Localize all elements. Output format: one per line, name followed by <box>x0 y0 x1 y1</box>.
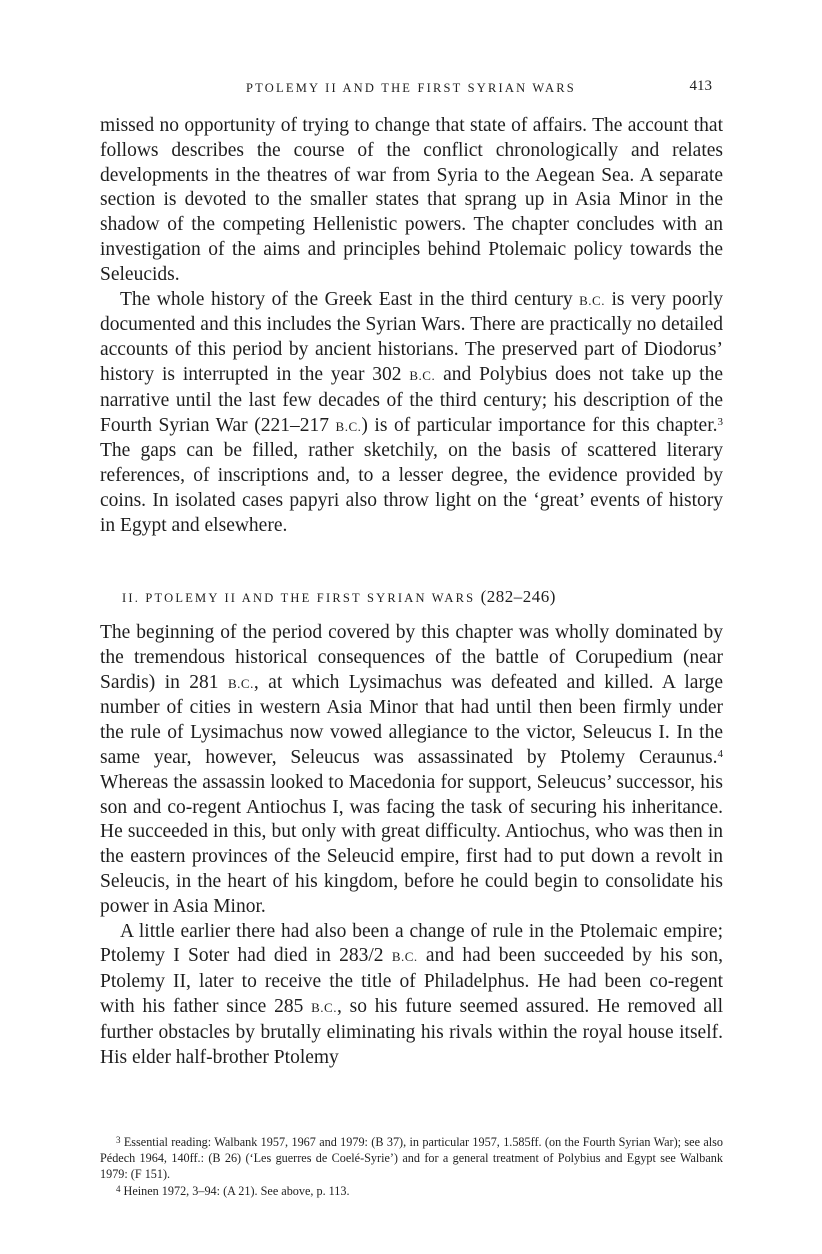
text-run: and had been succeeded by his son, Ptolemy II, later to receive the title of Philadelphus. He had been co-regent with his father since 285 <box>100 945 723 1017</box>
footnote-ref[interactable]: 3 <box>717 415 724 428</box>
text-run: , at which Lysimachus was defeated and killed. A large number of cities in western Asia Minor that had until then been firmly under the rule of Lysimachus now vowed allegiance to the victor, Seleucus I. In the same year, however, Seleucus was assassinated by Ptolemy Ceraunus. <box>100 671 723 768</box>
text-run: Whereas the assassin looked to Macedonia for support, Seleucus’ successor, his son and co-regent Antiochus I, was facing the task of securing his inheritance. He succeeded in this, but only with great difficulty. Antiochus, who was then in the eastern provinces of the Seleucid empire, first had to put down a revolt in Seleucis, in the heart of his kingdom, before he could begin to consolidate his power in Asia Minor. <box>100 771 723 917</box>
era-abbrev: B.C. <box>391 949 418 965</box>
running-head <box>100 78 722 100</box>
text-run: ) is of particular importance for this chapter. <box>361 414 718 436</box>
page-number: 413 <box>689 78 712 94</box>
section-heading-label: II. PTOLEMY II AND THE FIRST SYRIAN WARS <box>122 591 476 605</box>
era-abbrev: B.C. <box>311 999 337 1015</box>
era-abbrev: B.C. <box>409 367 436 383</box>
era-abbrev: B.C. <box>579 292 605 308</box>
footnote-text: Essential reading: Walbank 1957, 1967 and 1979: (B 37), in particular 1957, 1.585ff. (on the Fourth Syrian War); see also Pédech 1964, 140ff.: (B 26) (‘Les guerres de Coelé-Syrie’) and for a general treatment of Polybius and Egypt see Walbank 1979: (F 151). <box>100 1135 723 1182</box>
running-title: PTOLEMY II AND THE FIRST SYRIAN WARS <box>246 81 576 95</box>
text-block-section-ii <box>100 621 723 1070</box>
paragraph <box>100 621 723 920</box>
text-run: and Polybius does not take up the narrative until the last few decades of the third century; his description of the Fourth Syrian War (221–217 <box>100 363 723 436</box>
footnote-mark: 3 <box>116 1135 121 1145</box>
text-run: The gaps can be filled, rather sketchily, on the basis of scattered literary references, of inscriptions and, to a lesser degree, the evidence provided by coins. In isolated cases papyri also throw light on the ‘great’ events of history in Egypt and elsewhere. <box>100 440 723 536</box>
text-run: The whole history of the Greek East in the third century <box>120 288 580 310</box>
paragraph: missed no opportunity of trying to change that state of affairs. The account that follows describes the course of the conflict chronologically and relates developments in the theatres of war from Syria to the Aegean Sea. A separate section is devoted to the smaller states that sprang up in Asia Minor in the shadow of the competing Hellenistic powers. The chapter concludes with an investigation of the aims and principles behind Ptolemaic policy towards the Seleucids. <box>100 115 723 285</box>
paragraph <box>100 288 723 539</box>
footnote-ref[interactable]: 4 <box>717 747 723 760</box>
footnote-text: Heinen 1972, 3–94: (A 21). See above, p. 113. <box>120 1183 350 1198</box>
text-run: A little earlier there had also been a change of rule in the Ptolemaic empire; Ptolemy I Soter had died in 283/2 <box>100 920 723 967</box>
footnote-3 <box>100 1134 723 1183</box>
era-abbrev: B.C. <box>335 418 362 434</box>
text-run: , so his future seemed assured. He removed all further obstacles by brutally eliminating his rivals within the royal house itself. His elder half-brother Ptolemy <box>100 995 723 1068</box>
era-abbrev: B.C. <box>228 675 254 691</box>
footnote-mark: 4 <box>116 1183 121 1194</box>
text-run: is very poorly documented and this includes the Syrian Wars. There are practically no detailed accounts of this period by ancient historians. The preserved part of Diodorus’ history is interrupted in the year 302 <box>100 288 723 385</box>
text-run: The beginning of the period covered by this chapter was wholly dominated by the tremendous historical consequences of the battle of Corupedium (near Sardis) in 281 <box>100 622 723 693</box>
footnote-4 <box>100 1183 723 1199</box>
text-block-intro <box>100 114 723 539</box>
footnotes <box>100 1134 723 1199</box>
section-heading <box>122 587 556 607</box>
section-heading-dates: (282–246) <box>480 587 556 606</box>
paragraph <box>100 920 723 1071</box>
